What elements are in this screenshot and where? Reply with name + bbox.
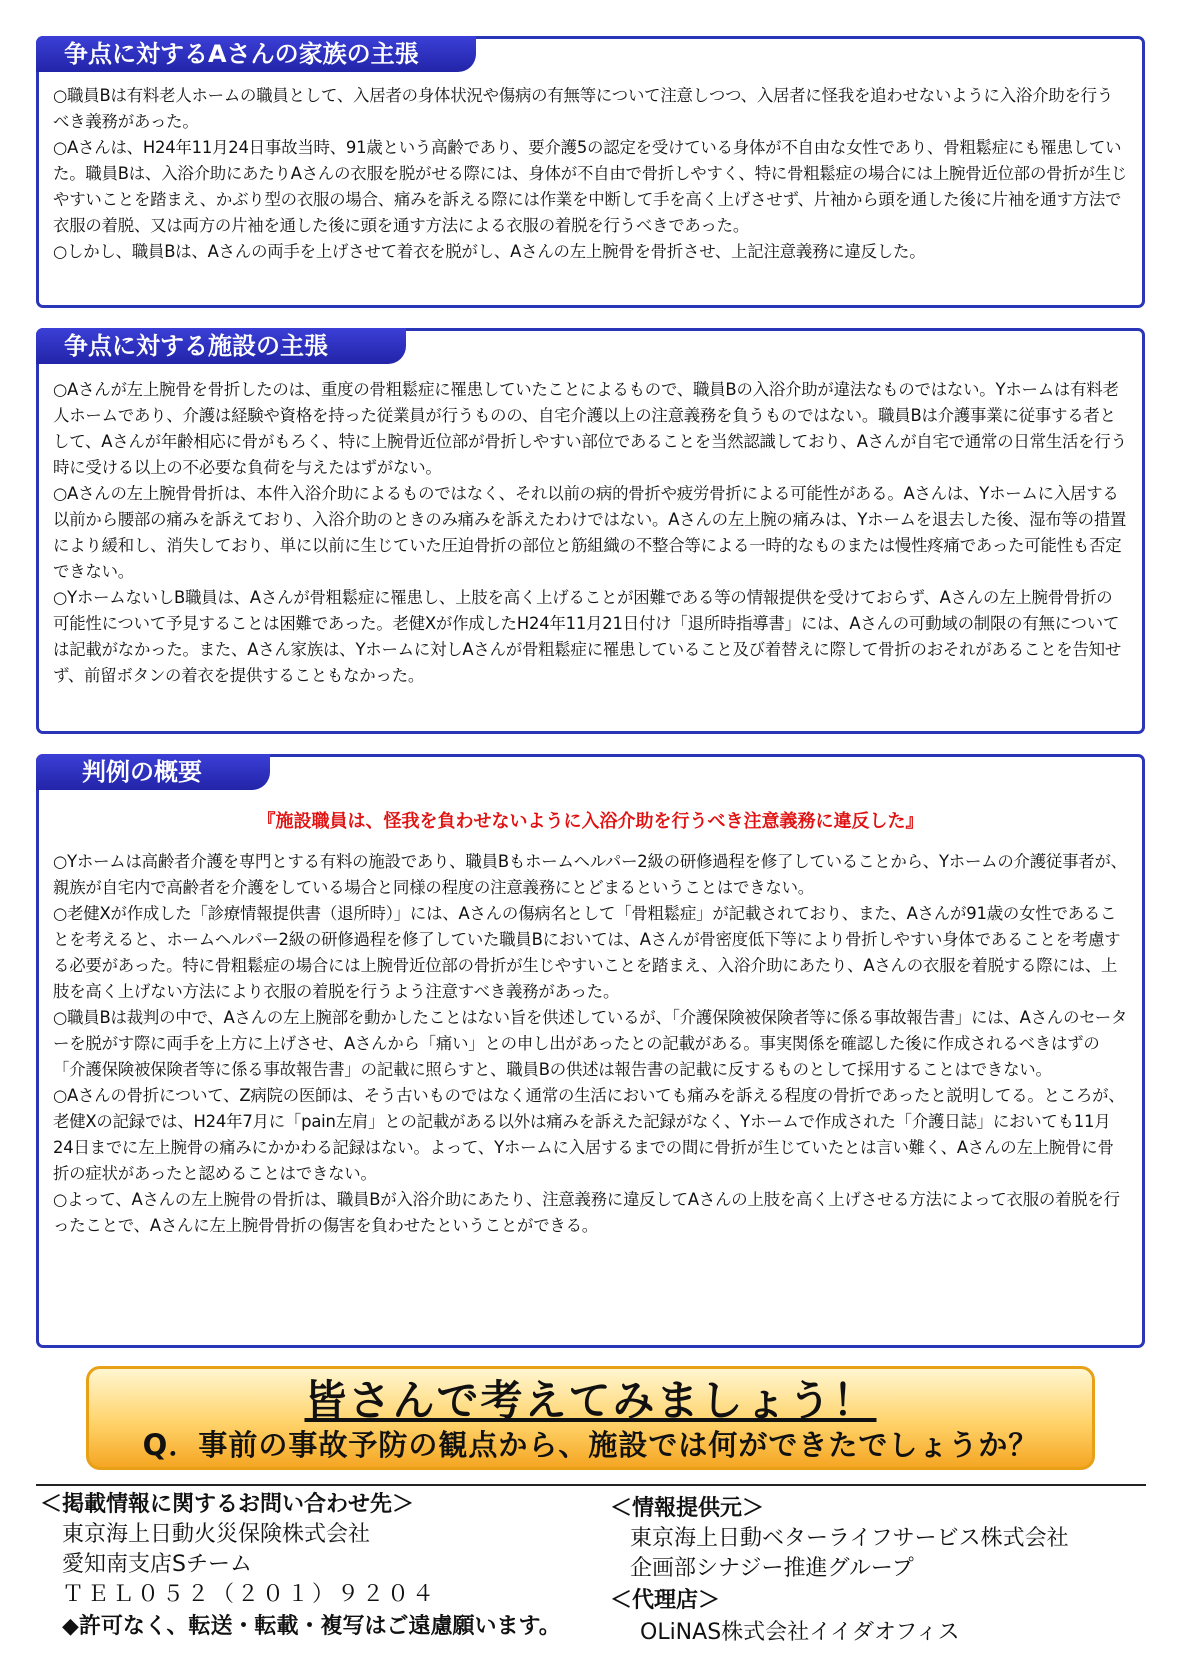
family-claim-paragraph: ○Aさんは、H24年11月24日事故当時、91歳という高齢であり、要介護5の認定を受けている身体が不自由な女性であり、骨粗鬆症にも罹患していた。職員Bは、入浴介助にあたりAさんの衣服を脱がせる際には、身体が不自由で骨折しやすく、特に骨粗鬆症の場合には上腕骨近位部の骨折が生じやすいことを踏まえ、かぶり型の衣服の場合、痛みを訴える際には作業を中断して手を高く上げさせず、片袖から頭を通した後に片袖を通す方法で衣服の着脱、又は両方の片袖を通した後に頭を通す方法による衣服の着脱を行うべきであった。 — [53, 138, 1128, 235]
contact-company: 東京海上日動火災保険株式会社 — [62, 1522, 371, 1547]
family-claim-title: 争点に対するAさんの家族の主張 — [36, 36, 476, 72]
copy-notice: ◆許可なく、転送・転載・複写はご遠慮願います。 — [62, 1614, 561, 1639]
provider-company: 東京海上日動ベターライフサービス株式会社 — [630, 1526, 1069, 1551]
contact-tel: ＴＥＬ０５２（２０１）９２０４ — [62, 1582, 438, 1607]
provider-heading: ＜情報提供元＞ — [610, 1496, 765, 1521]
judgment-paragraph: ○老健Xが作成した「診療情報提供書（退所時）」には、Aさんの傷病名として「骨粗鬆症」が記載されており、また、Aさんが91歳の女性であることを考えると、ホームヘルパー2級の研修過程を修了していた職員Bにおいては、Aさんが骨密度低下等により骨折しやすい身体であることを考慮する必要があった。特に骨粗鬆症の場合には上腕骨近位部の骨折が生じやすいことを踏まえ、入浴介助にあたり、Aさんの衣服を着脱する際には、上肢を高く上げない方法により衣服の着脱を行うよう注意すべき義務があった。 — [53, 904, 1121, 1001]
family-claim-paragraph: ○職員Bは有料老人ホームの職員として、入居者の身体状況や傷病の有無等について注意しつつ、入居者に怪我を追わせないように入浴介助を行うべき義務があった。 — [53, 86, 1114, 131]
judgment-paragraph: ○Aさんの骨折について、Z病院の医師は、そう古いものではなく通常の生活においても痛みを訴える程度の骨折であったと説明してる。ところが、老健Xの記録では、H24年7月に「pain左肩」との記載がある以外は痛みを訴えた記録がなく、Yホームで作成された「介護日誌」においても11月24日までに左上腕骨の痛みにかかわる記録はない。よって、Yホームに入居するまでの間に骨折が生じていたとは言い難く、Aさんの左上腕骨に骨折の症状があったと認めることはできない。 — [53, 1086, 1125, 1183]
judgment-paragraph: ○Yホームは高齢者介護を専門とする有料の施設であり、職員Bもホームヘルパー2級の研修過程を修了していることから、Yホームの介護従事者が、親族が自宅内で高齢者を介護をしている場合と同様の程度の注意義務にとどまるということはできない。 — [53, 852, 1127, 897]
discussion-banner — [86, 1366, 1095, 1470]
family-claim-section — [36, 36, 1145, 308]
agent-heading: ＜代理店＞ — [610, 1588, 721, 1613]
banner-title: 皆さんで考えてみましょう！ — [304, 1376, 877, 1425]
footer-divider — [36, 1484, 1146, 1486]
judgment-summary-title: 判例の概要 — [36, 754, 270, 790]
judgment-summary-section — [36, 754, 1145, 1348]
contact-heading: ＜掲載情報に関するお問い合わせ先＞ — [40, 1492, 415, 1517]
facility-claim-paragraph: ○YホームないしB職員は、Aさんが骨粗鬆症に罹患し、上肢を高く上げることが困難である等の情報提供を受けておらず、Aさんの左上腕骨骨折の可能性について予見することは困難であった。老健Xが作成したH24年11月21日付け「退所時指導書」には、Aさんの可動域の制限の有無については記載がなかった。また、Aさん家族は、Yホームに対しAさんが骨粗鬆症に罹患していること及び着替えに際して骨折のおそれがあることを告知せず、前留ボタンの着衣を提供することもなかった。 — [53, 588, 1122, 685]
contact-team: 愛知南支店Sチーム — [62, 1552, 252, 1577]
facility-claim-paragraph: ○Aさんの左上腕骨骨折は、本件入浴介助によるものではなく、それ以前の病的骨折や疲労骨折による可能性がある。Aさんは、Yホームに入居する以前から腰部の痛みを訴えており、入浴介助のときのみ痛みを訴えたわけではない。Aさんの左上腕の痛みは、Yホームを退去した後、湿布等の措置により緩和し、消失しており、単に以前に生じていた圧迫骨折の部位と筋組織の不整合等による一時的なものまたは慢性疼痛であった可能性も否定できない。 — [53, 484, 1127, 581]
facility-claim-title: 争点に対する施設の主張 — [36, 328, 406, 364]
judgment-headline: 『施設職員は、怪我を負わせないように入浴介助を行うべき注意義務に違反した』 — [257, 811, 924, 832]
agent-name: OLiNAS株式会社イイダオフィス — [640, 1620, 960, 1645]
facility-claim-paragraph: ○Aさんが左上腕骨を骨折したのは、重度の骨粗鬆症に罹患していたことによるもので、職員Bの入浴介助が違法なものではない。Yホームは有料老人ホームであり、介護は経験や資格を持った従業員が行うものの、自宅介護以上の注意義務を負うものではない。職員Bは介護事業に従事する者として、Aさんが年齢相応に骨がもろく、特に上腕骨近位部が骨折しやすい部位であることを当然認識しており、Aさんが自宅で通常の日常生活を行う時に受ける以上の不必要な負荷を与えたはずがない。 — [53, 380, 1127, 477]
family-claim-paragraph: ○しかし、職員Bは、Aさんの両手を上げさせて着衣を脱がし、Aさんの左上腕骨を骨折させ、上記注意義務に違反した。 — [53, 242, 926, 261]
judgment-paragraph: ○よって、Aさんの左上腕骨の骨折は、職員Bが入浴介助にあたり、注意義務に違反してAさんの上肢を高く上げさせる方法によって衣服の着脱を行ったことで、Aさんに左上腕骨骨折の傷害を負わせたということができる。 — [53, 1190, 1120, 1235]
provider-group: 企画部シナジー推進グループ — [630, 1556, 914, 1581]
facility-claim-section — [36, 328, 1145, 734]
banner-question: Q．事前の事故予防の観点から、施設では何ができたでしょうか？ — [142, 1428, 1039, 1462]
judgment-paragraph: ○職員Bは裁判の中で、Aさんの左上腕部を動かしたことはない旨を供述しているが、「介護保険被保険者等に係る事故報告書」には、Aさんのセーターを脱がす際に両手を上方に上げさせ、Aさんから「痛い」との申し出があったとの記載がある。事実関係を確認した後に作成されるべきはずの「介護保険被保険者等に係る事故報告書」の記載に照らすと、職員Bの供述は報告書の記載に反するものとして採用することはできない。 — [53, 1008, 1128, 1079]
